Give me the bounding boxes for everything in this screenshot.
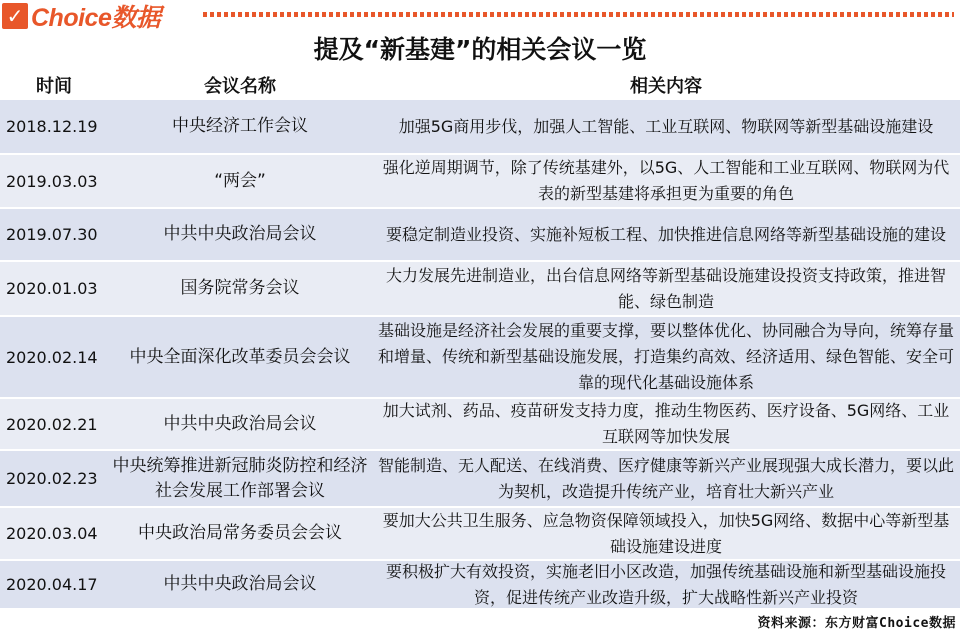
table-row: [0, 561, 960, 610]
meeting-cell: 中共中央政治局会议: [163, 224, 317, 244]
table-row: [0, 399, 960, 451]
content-cell: 强化逆周期调节，除了传统基建外，以5G、人工智能和工业互联网、物联网为代表的新型基建将承担更为重要的角色: [382, 158, 950, 203]
header-divider: [203, 12, 954, 17]
meeting-table: [0, 100, 960, 610]
meeting-cell: 国务院常务会议: [180, 278, 300, 298]
page-title: 提及“新基建”的相关会议一览: [313, 35, 647, 64]
table-row: [0, 209, 960, 262]
meeting-cell: 中央经济工作会议: [172, 116, 308, 136]
content-cell: 要加大公共卫生服务、应急物资保障领域投入，加快5G网络、数据中心等新型基础设施建设进度: [382, 510, 950, 556]
checkmark-icon: ✓: [2, 3, 28, 29]
date-cell: 2018.12.19: [6, 117, 98, 136]
date-cell: 2020.01.03: [6, 279, 98, 298]
date-cell: 2020.04.17: [6, 575, 98, 594]
date-cell: 2020.03.04: [6, 524, 98, 543]
date-cell: 2020.02.21: [6, 414, 98, 434]
column-header-meeting: 会议名称: [204, 76, 276, 97]
table-row: [0, 451, 960, 508]
logo-text: Choice数据: [31, 4, 161, 32]
content-cell: 基础设施是经济社会发展的重要支撑，要以整体优化、协同融合为导向，统筹存量和增量、传统和新型基础设施发展，打造集约高效、经济适用、绿色智能、安全可靠的现代化基础设施体系: [377, 321, 954, 392]
table-header: [0, 73, 960, 100]
content-cell: 加大试剂、药品、疫苗研发支持力度，推动生物医药、医疗设备、5G网络、工业互联网等加快发展: [382, 401, 950, 446]
content-cell: 要稳定制造业投资、实施补短板工程、加快推进信息网络等新型基础设施的建设: [385, 224, 946, 244]
table-row: [0, 100, 960, 155]
meeting-cell: 中共中央政治局会议: [163, 574, 317, 594]
source-note: 资料来源：东方财富Choice数据: [757, 616, 956, 631]
table-row: [0, 262, 960, 317]
content-cell: 大力发展先进制造业，出台信息网络等新型基础设施建设投资支持政策，推进智能、绿色制造: [385, 265, 946, 311]
table-row: [0, 508, 960, 561]
content-cell: 要积极扩大有效投资，实施老旧小区改造，加强传统基础设施和新型基础设施投资，促进传统产业改造升级，扩大战略性新兴产业投资: [385, 561, 946, 607]
date-cell: 2020.02.23: [6, 469, 98, 488]
table-row: [0, 317, 960, 399]
date-cell: 2020.02.14: [6, 347, 98, 367]
table-row: [0, 155, 960, 209]
meeting-cell: “两会”: [214, 170, 266, 191]
meeting-cell: 中央政治局常务委员会会议: [138, 523, 342, 543]
meeting-cell: 中央全面深化改革委员会会议: [129, 346, 351, 367]
content-cell: 加强5G商用步伐，加强人工智能、工业互联网、物联网等新型基础设施建设: [398, 116, 934, 136]
column-header-content: 相关内容: [630, 76, 702, 97]
meeting-cell: 中央统筹推进新冠肺炎防控和经济社会发展工作部署会议: [112, 455, 368, 501]
column-header-time: 时间: [36, 76, 72, 97]
date-cell: 2019.03.03: [6, 171, 98, 191]
content-cell: 智能制造、无人配送、在线消费、医疗健康等新兴产业展现强大成长潜力，要以此为契机，改造提升传统产业，培育壮大新兴产业: [377, 455, 954, 501]
date-cell: 2019.07.30: [6, 225, 98, 244]
meeting-cell: 中共中央政治局会议: [163, 413, 317, 434]
choice-logo: [0, 0, 160, 32]
